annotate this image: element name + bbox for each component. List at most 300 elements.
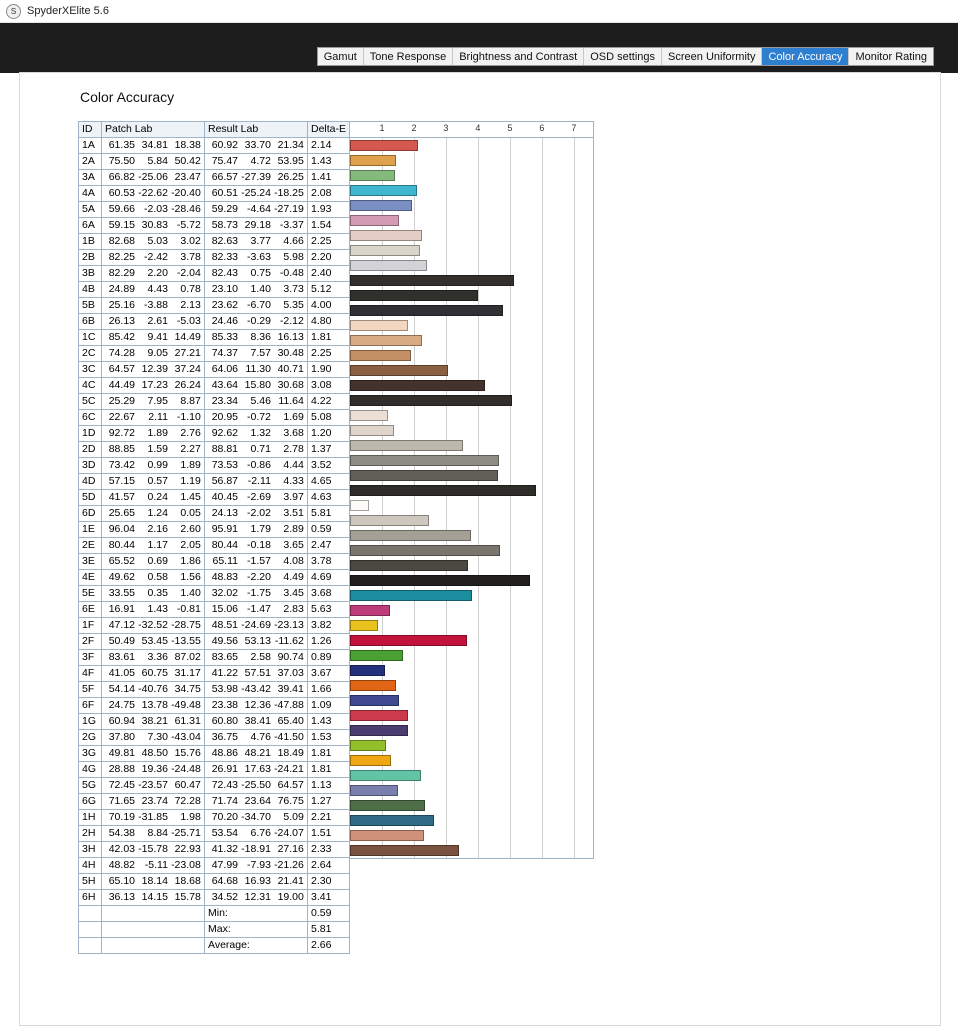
cell-patch-lab: 59.15 30.83 -5.72 — [102, 218, 205, 234]
tab-gamut[interactable]: Gamut — [318, 48, 364, 65]
chart-bar — [350, 530, 471, 541]
tab-strip — [317, 47, 934, 66]
tab-osd-settings[interactable]: OSD settings — [584, 48, 662, 65]
table-row — [79, 842, 350, 858]
cell-id: 4A — [79, 186, 102, 202]
table-row — [79, 826, 350, 842]
table-row — [79, 490, 350, 506]
cell-patch-lab: 92.72 1.89 2.76 — [102, 426, 205, 442]
cell-id: 4B — [79, 282, 102, 298]
axis-tick-label: 3 — [443, 123, 449, 133]
cell-id: 2H — [79, 826, 102, 842]
cell-result-lab: 26.91 17.63 -24.21 — [205, 762, 308, 778]
cell-patch-lab: 48.82 -5.11 -23.08 — [102, 858, 205, 874]
cell-result-lab: 82.63 3.77 4.66 — [205, 234, 308, 250]
chart-bar — [350, 185, 417, 196]
cell-id: 2C — [79, 346, 102, 362]
cell-patch-lab: 72.45 -23.57 60.47 — [102, 778, 205, 794]
chart-gridline — [542, 138, 543, 858]
cell-patch-lab: 66.82 -25.06 23.47 — [102, 170, 205, 186]
cell-blank — [79, 906, 102, 922]
cell-delta-e: 4.65 — [308, 474, 350, 490]
cell-result-lab: 75.47 4.72 53.95 — [205, 154, 308, 170]
axis-tick-label: 1 — [379, 123, 385, 133]
tab-screen-uniformity[interactable]: Screen Uniformity — [662, 48, 762, 65]
cell-blank — [79, 938, 102, 954]
cell-blank — [102, 906, 205, 922]
cell-result-lab: 72.43 -25.50 64.57 — [205, 778, 308, 794]
column-header: Patch Lab — [102, 122, 205, 138]
cell-result-lab: 64.06 11.30 40.71 — [205, 362, 308, 378]
cell-id: 6E — [79, 602, 102, 618]
delta-e-chart — [350, 121, 594, 859]
cell-delta-e: 2.25 — [308, 234, 350, 250]
cell-result-lab: 83.65 2.58 90.74 — [205, 650, 308, 666]
cell-id: 6F — [79, 698, 102, 714]
cell-id: 5F — [79, 682, 102, 698]
cell-id: 6B — [79, 314, 102, 330]
chart-bar — [350, 665, 385, 676]
cell-result-lab: 41.32 -18.91 27.16 — [205, 842, 308, 858]
axis-tick-label: 2 — [411, 123, 417, 133]
chart-bar — [350, 755, 391, 766]
table-row — [79, 426, 350, 442]
chart-bar — [350, 725, 408, 736]
tab-monitor-rating[interactable]: Monitor Rating — [849, 48, 933, 65]
cell-patch-lab: 65.10 18.14 18.68 — [102, 874, 205, 890]
cell-patch-lab: 25.29 7.95 8.87 — [102, 394, 205, 410]
cell-id: 4C — [79, 378, 102, 394]
cell-result-lab: 74.37 7.57 30.48 — [205, 346, 308, 362]
cell-patch-lab: 96.04 2.16 2.60 — [102, 522, 205, 538]
cell-id: 3F — [79, 650, 102, 666]
cell-patch-lab: 47.12 -32.52 -28.75 — [102, 618, 205, 634]
tab-tone-response[interactable]: Tone Response — [364, 48, 453, 65]
cell-result-lab: 88.81 0.71 2.78 — [205, 442, 308, 458]
cell-id: 3H — [79, 842, 102, 858]
chart-bar — [350, 590, 472, 601]
cell-id: 4F — [79, 666, 102, 682]
summary-value: 5.81 — [308, 922, 350, 938]
cell-patch-lab: 75.50 5.84 50.42 — [102, 154, 205, 170]
cell-result-lab: 15.06 -1.47 2.83 — [205, 602, 308, 618]
cell-id: 3C — [79, 362, 102, 378]
chart-bar — [350, 260, 427, 271]
cell-patch-lab: 54.38 8.84 -25.71 — [102, 826, 205, 842]
cell-delta-e: 1.13 — [308, 778, 350, 794]
chart-bar — [350, 545, 500, 556]
table-row — [79, 266, 350, 282]
chart-bar — [350, 395, 512, 406]
cell-result-lab: 80.44 -0.18 3.65 — [205, 538, 308, 554]
table-row — [79, 650, 350, 666]
cell-delta-e: 5.08 — [308, 410, 350, 426]
cell-delta-e: 5.12 — [308, 282, 350, 298]
tab-color-accuracy[interactable]: Color Accuracy — [762, 48, 849, 65]
cell-result-lab: 23.10 1.40 3.73 — [205, 282, 308, 298]
cell-delta-e: 3.08 — [308, 378, 350, 394]
cell-result-lab: 65.11 -1.57 4.08 — [205, 554, 308, 570]
cell-id: 3G — [79, 746, 102, 762]
cell-patch-lab: 33.55 0.35 1.40 — [102, 586, 205, 602]
table-row — [79, 394, 350, 410]
cell-delta-e: 3.41 — [308, 890, 350, 906]
cell-patch-lab: 26.13 2.61 -5.03 — [102, 314, 205, 330]
cell-result-lab: 23.62 -6.70 5.35 — [205, 298, 308, 314]
summary-row — [79, 938, 350, 954]
cell-id: 5H — [79, 874, 102, 890]
cell-patch-lab: 64.57 12.39 37.24 — [102, 362, 205, 378]
cell-patch-lab: 41.05 60.75 31.17 — [102, 666, 205, 682]
cell-id: 4G — [79, 762, 102, 778]
cell-id: 1B — [79, 234, 102, 250]
cell-patch-lab: 28.88 19.36 -24.48 — [102, 762, 205, 778]
chart-bar — [350, 770, 421, 781]
cell-id: 2D — [79, 442, 102, 458]
cell-delta-e: 1.26 — [308, 634, 350, 650]
cell-patch-lab: 22.67 2.11 -1.10 — [102, 410, 205, 426]
chart-bar — [350, 740, 386, 751]
tab-band — [0, 23, 958, 73]
cell-result-lab: 70.20 -34.70 5.09 — [205, 810, 308, 826]
cell-patch-lab: 44.49 17.23 26.24 — [102, 378, 205, 394]
chart-bar — [350, 455, 499, 466]
cell-result-lab: 23.38 12.36 -47.88 — [205, 698, 308, 714]
table-row — [79, 154, 350, 170]
cell-blank — [102, 922, 205, 938]
table-row — [79, 794, 350, 810]
table-row — [79, 762, 350, 778]
cell-id: 5A — [79, 202, 102, 218]
cell-result-lab: 41.22 57.51 37.03 — [205, 666, 308, 682]
cell-delta-e: 3.52 — [308, 458, 350, 474]
table-row — [79, 170, 350, 186]
cell-id: 5E — [79, 586, 102, 602]
cell-delta-e: 2.40 — [308, 266, 350, 282]
summary-value: 0.59 — [308, 906, 350, 922]
cell-delta-e: 2.30 — [308, 874, 350, 890]
chart-bar — [350, 140, 418, 151]
cell-id: 6C — [79, 410, 102, 426]
chart-bar — [350, 560, 468, 571]
table-row — [79, 218, 350, 234]
chart-bar — [350, 365, 448, 376]
table-row — [79, 682, 350, 698]
cell-result-lab: 23.34 5.46 11.64 — [205, 394, 308, 410]
cell-delta-e: 2.25 — [308, 346, 350, 362]
cell-delta-e: 2.14 — [308, 138, 350, 154]
chart-bar — [350, 440, 463, 451]
cell-patch-lab: 24.75 13.78 -49.48 — [102, 698, 205, 714]
cell-delta-e: 1.81 — [308, 746, 350, 762]
cell-id: 6D — [79, 506, 102, 522]
cell-result-lab: 58.73 29.18 -3.37 — [205, 218, 308, 234]
chart-bar — [350, 155, 396, 166]
cell-patch-lab: 61.35 34.81 18.38 — [102, 138, 205, 154]
cell-patch-lab: 24.89 4.43 0.78 — [102, 282, 205, 298]
cell-delta-e: 1.54 — [308, 218, 350, 234]
chart-gridline — [446, 138, 447, 858]
cell-delta-e: 2.47 — [308, 538, 350, 554]
cell-patch-lab: 71.65 23.74 72.28 — [102, 794, 205, 810]
cell-patch-lab: 41.57 0.24 1.45 — [102, 490, 205, 506]
table-row — [79, 506, 350, 522]
color-accuracy-report — [78, 121, 594, 954]
chart-bar — [350, 380, 485, 391]
table-row — [79, 346, 350, 362]
table-row — [79, 314, 350, 330]
table-row — [79, 570, 350, 586]
chart-bars — [350, 138, 593, 858]
chart-bar — [350, 515, 429, 526]
cell-delta-e: 1.41 — [308, 170, 350, 186]
window-titlebar — [0, 0, 958, 23]
table-row — [79, 778, 350, 794]
cell-patch-lab: 74.28 9.05 27.21 — [102, 346, 205, 362]
cell-id: 5G — [79, 778, 102, 794]
cell-patch-lab: 88.85 1.59 2.27 — [102, 442, 205, 458]
cell-blank — [102, 938, 205, 954]
cell-id: 3A — [79, 170, 102, 186]
cell-patch-lab: 82.25 -2.42 3.78 — [102, 250, 205, 266]
cell-delta-e: 4.00 — [308, 298, 350, 314]
table-row — [79, 458, 350, 474]
chart-bar — [350, 170, 395, 181]
table-row — [79, 234, 350, 250]
chart-axis — [350, 122, 593, 138]
table-header-row — [79, 122, 350, 138]
cell-patch-lab: 60.94 38.21 61.31 — [102, 714, 205, 730]
cell-patch-lab: 16.91 1.43 -0.81 — [102, 602, 205, 618]
cell-patch-lab: 36.13 14.15 15.78 — [102, 890, 205, 906]
cell-id: 1E — [79, 522, 102, 538]
chart-bar — [350, 275, 514, 286]
chart-bar — [350, 710, 408, 721]
cell-result-lab: 60.51 -25.24 -18.25 — [205, 186, 308, 202]
cell-id: 4E — [79, 570, 102, 586]
cell-patch-lab: 82.29 2.20 -2.04 — [102, 266, 205, 282]
table-row — [79, 138, 350, 154]
table-row — [79, 554, 350, 570]
cell-result-lab: 92.62 1.32 3.68 — [205, 426, 308, 442]
report-page — [19, 72, 941, 1026]
cell-result-lab: 53.54 6.76 -24.07 — [205, 826, 308, 842]
cell-patch-lab: 25.65 1.24 0.05 — [102, 506, 205, 522]
chart-bar — [350, 575, 530, 586]
table-row — [79, 410, 350, 426]
table-row — [79, 698, 350, 714]
chart-bar — [350, 800, 424, 811]
table-row — [79, 202, 350, 218]
cell-delta-e: 5.81 — [308, 506, 350, 522]
chart-gridline — [510, 138, 511, 858]
cell-delta-e: 1.51 — [308, 826, 350, 842]
cell-patch-lab: 50.49 53.45 -13.55 — [102, 634, 205, 650]
cell-result-lab: 24.46 -0.29 -2.12 — [205, 314, 308, 330]
cell-id: 1C — [79, 330, 102, 346]
summary-row — [79, 906, 350, 922]
cell-patch-lab: 57.15 0.57 1.19 — [102, 474, 205, 490]
chart-bar — [350, 830, 424, 841]
summary-label: Max: — [205, 922, 308, 938]
table-row — [79, 378, 350, 394]
tab-brightness-and-contrast[interactable]: Brightness and Contrast — [453, 48, 584, 65]
cell-delta-e: 2.33 — [308, 842, 350, 858]
cell-result-lab: 24.13 -2.02 3.51 — [205, 506, 308, 522]
cell-id: 3E — [79, 554, 102, 570]
summary-label: Average: — [205, 938, 308, 954]
cell-result-lab: 49.56 53.13 -11.62 — [205, 634, 308, 650]
cell-id: 1A — [79, 138, 102, 154]
cell-result-lab: 47.99 -7.93 -21.26 — [205, 858, 308, 874]
cell-result-lab: 59.29 -4.64 -27.19 — [205, 202, 308, 218]
cell-delta-e: 3.67 — [308, 666, 350, 682]
cell-delta-e: 1.43 — [308, 154, 350, 170]
cell-delta-e: 4.69 — [308, 570, 350, 586]
table-row — [79, 634, 350, 650]
cell-result-lab: 73.53 -0.86 4.44 — [205, 458, 308, 474]
table-row — [79, 474, 350, 490]
cell-delta-e: 1.20 — [308, 426, 350, 442]
cell-result-lab: 43.64 15.80 30.68 — [205, 378, 308, 394]
chart-bar — [350, 695, 399, 706]
chart-bar — [350, 785, 398, 796]
axis-tick-label: 5 — [507, 123, 513, 133]
cell-result-lab: 53.98 -43.42 39.41 — [205, 682, 308, 698]
cell-delta-e: 2.20 — [308, 250, 350, 266]
cell-delta-e: 4.80 — [308, 314, 350, 330]
table-row — [79, 362, 350, 378]
cell-delta-e: 1.66 — [308, 682, 350, 698]
cell-delta-e: 1.93 — [308, 202, 350, 218]
cell-patch-lab: 65.52 0.69 1.86 — [102, 554, 205, 570]
table-row — [79, 746, 350, 762]
cell-delta-e: 1.09 — [308, 698, 350, 714]
cell-id: 6H — [79, 890, 102, 906]
cell-delta-e: 2.08 — [308, 186, 350, 202]
chart-bar — [350, 845, 459, 856]
table-row — [79, 730, 350, 746]
axis-tick-label: 4 — [475, 123, 481, 133]
chart-gridline — [478, 138, 479, 858]
table-row — [79, 666, 350, 682]
cell-patch-lab: 70.19 -31.85 1.98 — [102, 810, 205, 826]
cell-id: 4D — [79, 474, 102, 490]
cell-id: 1G — [79, 714, 102, 730]
cell-id: 4H — [79, 858, 102, 874]
column-header: Result Lab — [205, 122, 308, 138]
table-row — [79, 442, 350, 458]
axis-tick-label: 6 — [539, 123, 545, 133]
chart-bar — [350, 215, 399, 226]
chart-bar — [350, 680, 396, 691]
cell-result-lab: 71.74 23.64 76.75 — [205, 794, 308, 810]
chart-bar — [350, 815, 434, 826]
cell-id: 3B — [79, 266, 102, 282]
cell-patch-lab: 54.14 -40.76 34.75 — [102, 682, 205, 698]
table-row — [79, 586, 350, 602]
cell-delta-e: 0.59 — [308, 522, 350, 538]
table-row — [79, 298, 350, 314]
cell-delta-e: 3.82 — [308, 618, 350, 634]
chart-bar — [350, 320, 408, 331]
cell-patch-lab: 73.42 0.99 1.89 — [102, 458, 205, 474]
cell-id: 3D — [79, 458, 102, 474]
table-row — [79, 602, 350, 618]
spyder-icon: S — [6, 4, 21, 19]
window-title: SpyderXElite 5.6 — [27, 5, 109, 17]
cell-id: 2G — [79, 730, 102, 746]
cell-patch-lab: 60.53 -22.62 -20.40 — [102, 186, 205, 202]
cell-delta-e: 1.90 — [308, 362, 350, 378]
chart-bar — [350, 305, 503, 316]
table-row — [79, 538, 350, 554]
table-row — [79, 618, 350, 634]
table-row — [79, 858, 350, 874]
cell-delta-e: 1.43 — [308, 714, 350, 730]
cell-delta-e: 2.64 — [308, 858, 350, 874]
cell-delta-e: 4.22 — [308, 394, 350, 410]
cell-id: 1D — [79, 426, 102, 442]
cell-patch-lab: 25.16 -3.88 2.13 — [102, 298, 205, 314]
cell-id: 2F — [79, 634, 102, 650]
cell-patch-lab: 83.61 3.36 87.02 — [102, 650, 205, 666]
chart-bar — [350, 230, 422, 241]
cell-result-lab: 82.33 -3.63 5.98 — [205, 250, 308, 266]
chart-gridline — [574, 138, 575, 858]
cell-delta-e: 0.89 — [308, 650, 350, 666]
chart-bar — [350, 620, 378, 631]
column-header: Delta-E — [308, 122, 350, 138]
summary-label: Min: — [205, 906, 308, 922]
cell-result-lab: 40.45 -2.69 3.97 — [205, 490, 308, 506]
cell-patch-lab: 42.03 -15.78 22.93 — [102, 842, 205, 858]
cell-id: 1H — [79, 810, 102, 826]
cell-delta-e: 1.37 — [308, 442, 350, 458]
summary-row — [79, 922, 350, 938]
chart-bar — [350, 470, 498, 481]
cell-patch-lab: 82.68 5.03 3.02 — [102, 234, 205, 250]
page-title: Color Accuracy — [80, 89, 175, 105]
chart-bar — [350, 425, 394, 436]
cell-result-lab: 64.68 16.93 21.41 — [205, 874, 308, 890]
cell-patch-lab: 49.81 48.50 15.76 — [102, 746, 205, 762]
chart-bar — [350, 335, 422, 346]
cell-id: 5D — [79, 490, 102, 506]
cell-result-lab: 66.57 -27.39 26.25 — [205, 170, 308, 186]
cell-id: 5B — [79, 298, 102, 314]
cell-patch-lab: 37.80 7.30 -43.04 — [102, 730, 205, 746]
cell-delta-e: 3.68 — [308, 586, 350, 602]
table-row — [79, 186, 350, 202]
cell-id: 1F — [79, 618, 102, 634]
cell-patch-lab: 59.66 -2.03 -28.46 — [102, 202, 205, 218]
cell-delta-e: 1.81 — [308, 762, 350, 778]
cell-id: 5C — [79, 394, 102, 410]
cell-patch-lab: 80.44 1.17 2.05 — [102, 538, 205, 554]
cell-delta-e: 1.81 — [308, 330, 350, 346]
chart-bar — [350, 410, 388, 421]
cell-result-lab: 85.33 8.36 16.13 — [205, 330, 308, 346]
chart-bar — [350, 500, 369, 511]
column-header: ID — [79, 122, 102, 138]
cell-result-lab: 48.86 48.21 18.49 — [205, 746, 308, 762]
cell-result-lab: 60.92 33.70 21.34 — [205, 138, 308, 154]
cell-delta-e: 3.78 — [308, 554, 350, 570]
table-row — [79, 330, 350, 346]
cell-id: 2E — [79, 538, 102, 554]
table-row — [79, 810, 350, 826]
